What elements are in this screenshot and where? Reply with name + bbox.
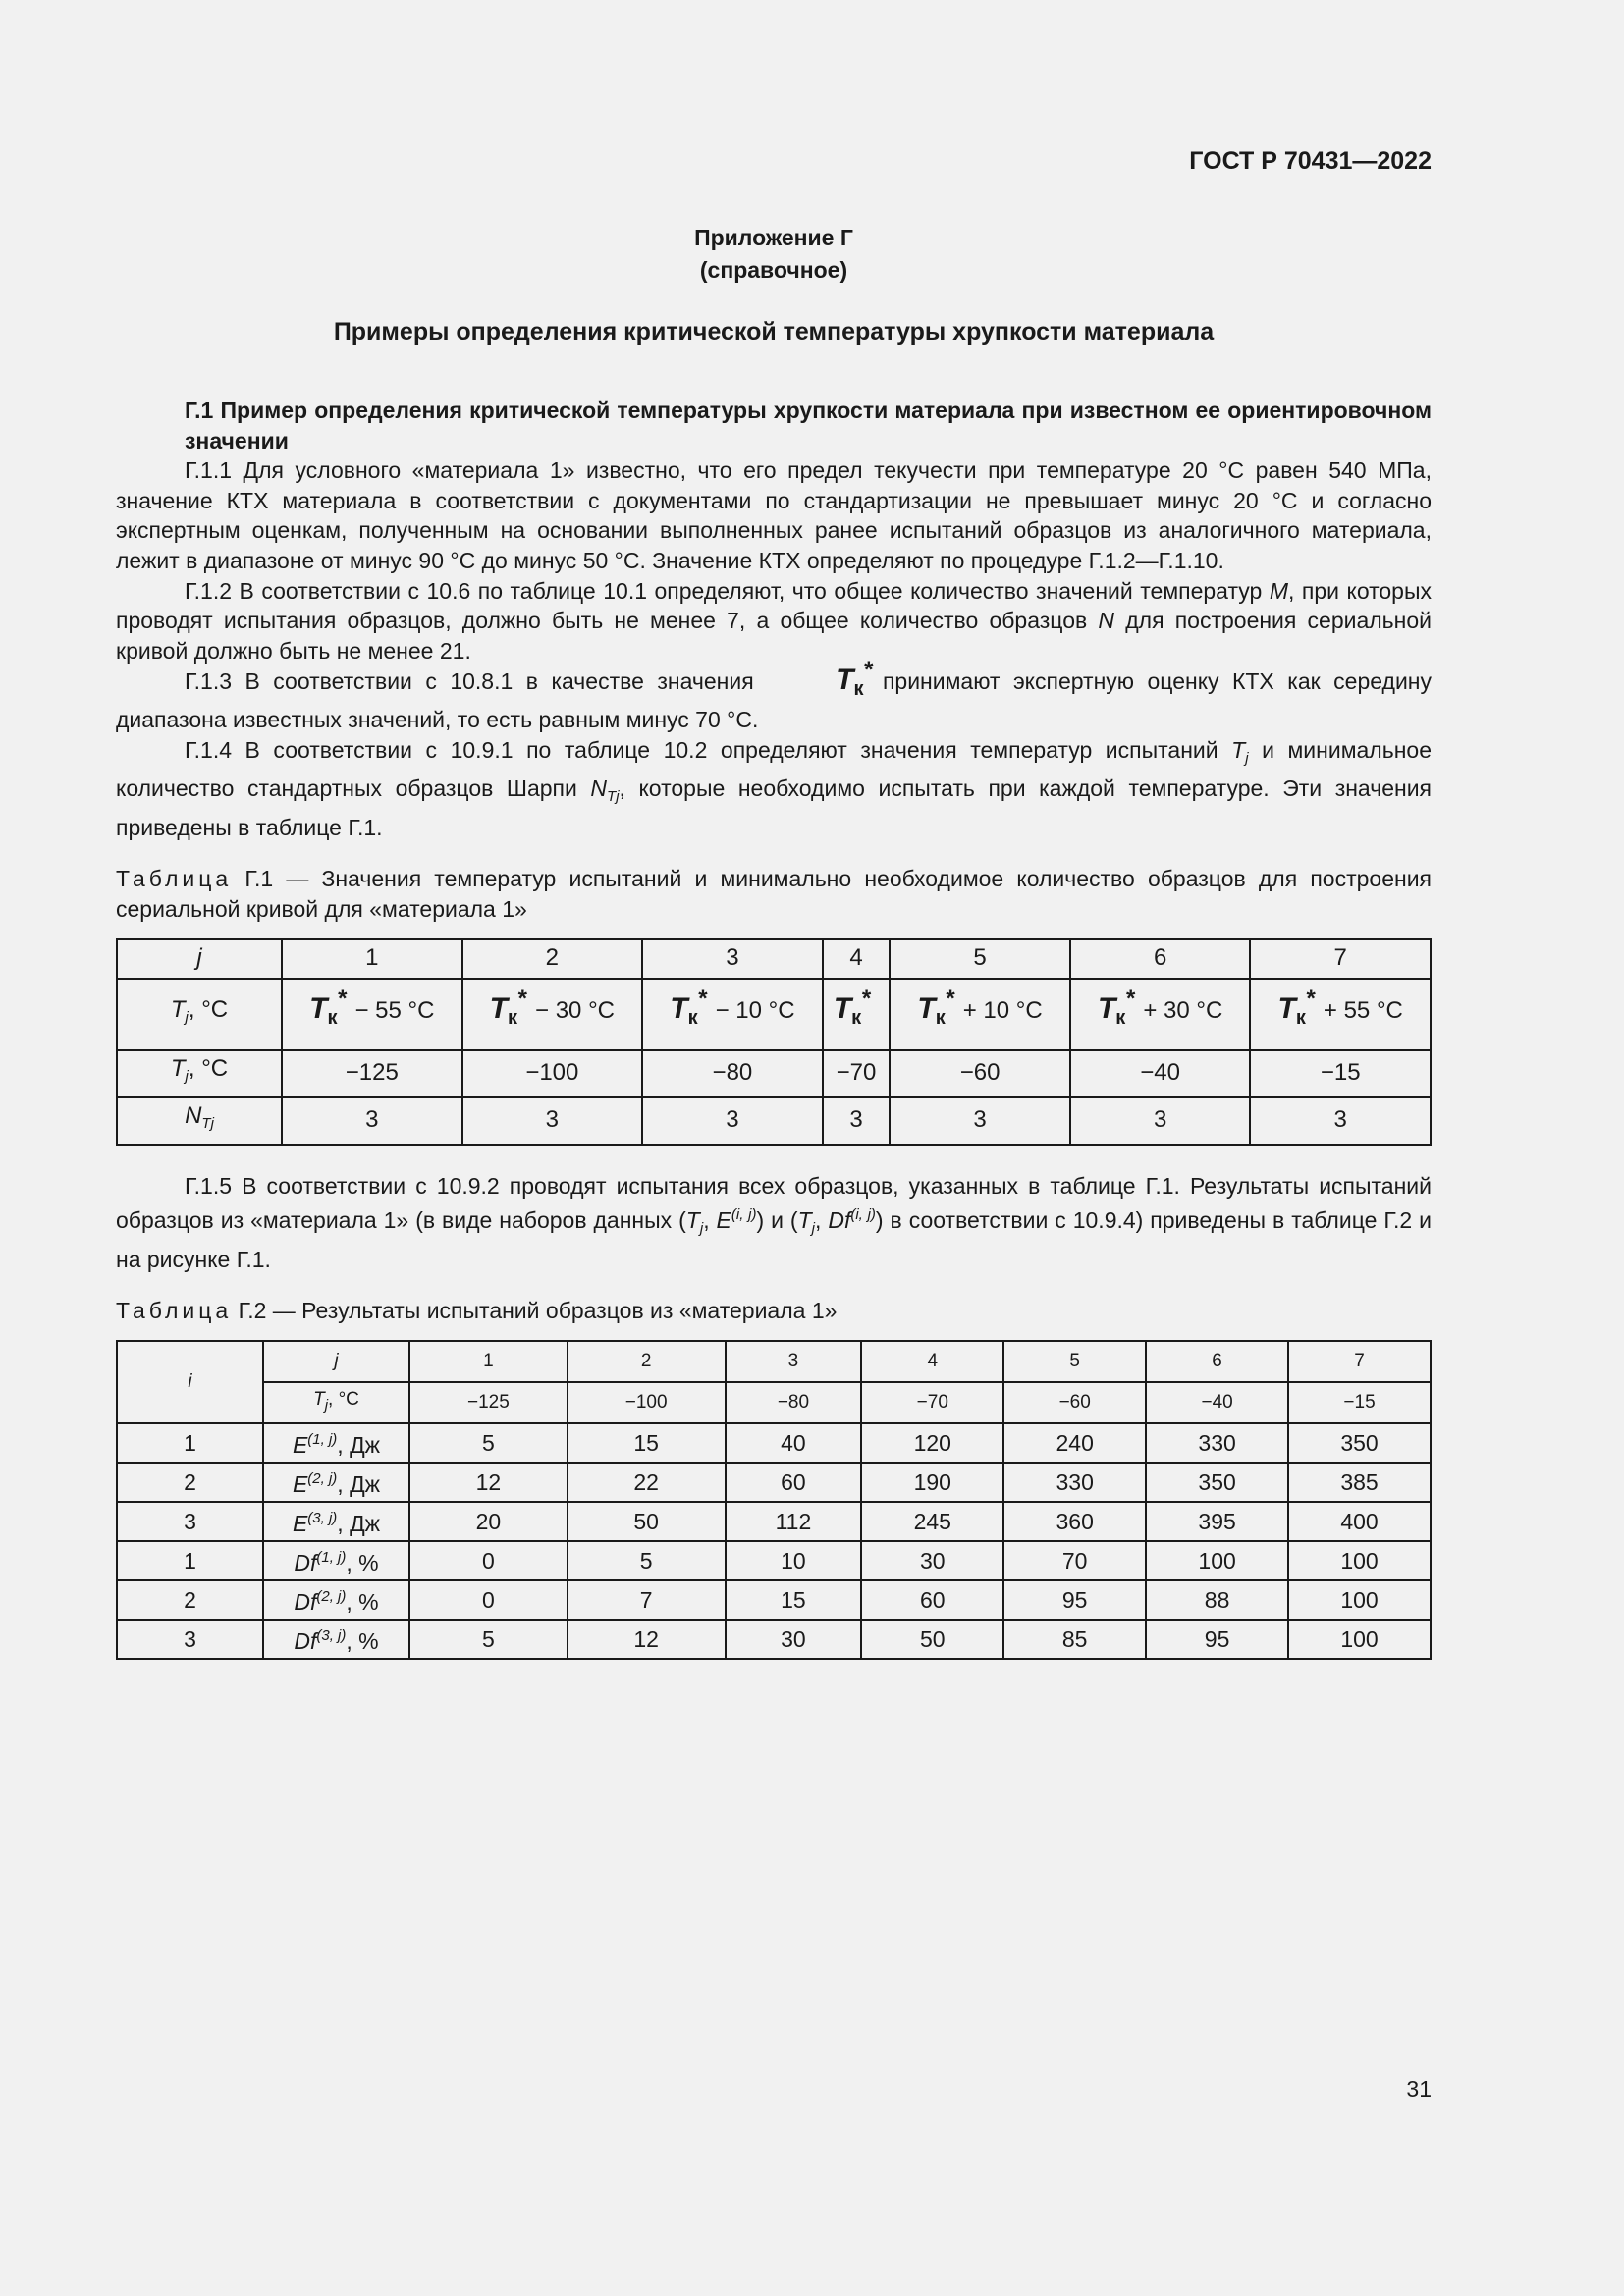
table-cell: 10 [726,1541,862,1580]
table-cell: 385 [1288,1463,1431,1502]
tk-star-symbol: $T_к$ * [1277,986,1316,1030]
table-cell: −15 [1288,1382,1431,1423]
table-cell: −125 [282,1050,462,1097]
table-cell: $T_к$ * − 30 °С [462,979,643,1050]
table-cell: −15 [1250,1050,1431,1097]
table-cell: 50 [861,1620,1003,1659]
table-cell: 22 [568,1463,726,1502]
table-2-caption: Таблица Г.2 — Результаты испытаний образцов из «материала 1» [116,1298,838,1324]
table-cell: 5 [409,1620,568,1659]
table-2 [116,1340,1432,1660]
table-1-caption: Таблица Г.1 — Значения температур испытаний и минимально необходимое количество образцов для построения сериальной кривой для «материала 1» [116,866,1432,922]
table-cell: j [263,1341,409,1382]
table-row [117,1541,1431,1580]
table-cell: −40 [1146,1382,1288,1423]
paragraph-g-1-1: Г.1.1 Для условного «материала 1» известно, что его предел текучести при температуре 20 °С равен 540 МПа, значение КТХ материала в соответствии с документами по стандартизации не превышает минус 20 °С и согласно экспертным оценкам, полученным на основании выполненных ранее испытаний образцов из аналогичного материала, лежит в диапазоне от минус 90 °С до минус 50 °С. Значение КТХ определяют по процедуре Г.1.2—Г.1.10. [116,457,1432,573]
table-cell: 0 [409,1580,568,1620]
table-cell: 85 [1003,1620,1146,1659]
table-cell: $N_{Tj}$ [117,1097,282,1145]
table-cell: $T_j$, °С [117,1050,282,1097]
table-cell: 1 [409,1341,568,1382]
tk-star-symbol: $T_к$ * [670,986,708,1030]
paragraph-g-1-3: Г.1.3 В соответствии с 10.8.1 в качестве значения $T_к$ * принимают экспертную оценку КТХ как середину диапазона известных значений, то есть равным минус 70 °С. [116,657,1432,732]
table-cell: 60 [861,1580,1003,1620]
table-cell: 2 [568,1341,726,1382]
table-cell: 0 [409,1541,568,1580]
table-cell: −60 [1003,1382,1146,1423]
paragraph-g-1-4: Г.1.4 В соответствии с 10.9.1 по таблице 10.2 определяют значения температур испытаний $T_j$ и минимальное количество стандартных образцов Шарпи $N_{Tj}$, которые необходимо испытать при каждой температуре. Эти значения приведены в таблице Г.1. [116,736,1432,840]
paragraph-g-1-5: Г.1.5 В соответствии с 10.9.2 проводят испытания всех образцов, указанных в таблице Г.1. Результаты испытаний образцов из «материала 1» (в виде наборов данных ($T_j$, E$^{(i, j)}$) и ($T_j$, Df$^{(i, j)}$) в соответствии с 10.9.4) приведены в таблице Г.2 и на рисунке Г.1. [116,1172,1433,1272]
table-cell: 5 [1003,1341,1146,1382]
tk-star-symbol: $T_к$ * [309,986,348,1030]
table-cell: 350 [1146,1463,1288,1502]
table-cell: 20 [409,1502,568,1541]
table-cell: 3 [1250,1097,1431,1145]
table-cell: 190 [861,1463,1003,1502]
table-cell: −40 [1070,1050,1251,1097]
table-cell: −70 [861,1382,1003,1423]
table-cell: 3 [642,1097,823,1145]
table-cell: 95 [1146,1620,1288,1659]
table-cell: $T_к$ * + 10 °С [890,979,1070,1050]
table-1 [116,938,1432,1146]
table-cell: $T_к$ * + 55 °С [1250,979,1431,1050]
table-cell: 3 [282,1097,462,1145]
table-cell: 3 [823,1097,891,1145]
table-cell: E$^{(1, j)}$, Дж [263,1423,409,1463]
table-cell: −70 [823,1050,891,1097]
table-cell: 395 [1146,1502,1288,1541]
section-title: Г.1 Пример определения критической температуры хрупкости материала при известном ее ориентировочном значении [185,398,1432,454]
table-cell: 3 [1070,1097,1251,1145]
annex-title: Примеры определения критической температуры хрупкости материала [333,318,1215,346]
table-cell: 330 [1003,1463,1146,1502]
table-cell: 100 [1288,1541,1431,1580]
table-row [117,1502,1431,1541]
table-cell: 100 [1146,1541,1288,1580]
table-cell: $T_j$, °С [263,1382,409,1423]
table-cell [823,979,891,1050]
table-cell: 1 [282,939,462,979]
table-cell: 7 [1288,1341,1431,1382]
table-cell: $T_к$ * − 55 °С [282,979,462,1050]
tk-star-symbol: $T_к$ * [833,986,872,1030]
table-cell: 1 [117,1541,263,1580]
annex-type: (справочное) [699,257,848,283]
table-cell: 3 [890,1097,1070,1145]
table-cell: 4 [823,939,891,979]
table-cell: 3 [462,1097,643,1145]
table-row [117,979,1431,1050]
table-cell: 5 [568,1541,726,1580]
table-cell: 3 [117,1620,263,1659]
table-cell: 112 [726,1502,862,1541]
table-cell: 6 [1146,1341,1288,1382]
table-cell: 3 [117,1502,263,1541]
tk-star-symbol: $T_к$ * [1097,986,1136,1030]
table-cell: 120 [861,1423,1003,1463]
table-cell: 15 [568,1423,726,1463]
table-cell: Df$^{(3, j)}$, % [263,1620,409,1659]
table-cell: 70 [1003,1541,1146,1580]
table-cell: 2 [462,939,643,979]
table-cell: −125 [409,1382,568,1423]
table-row [117,1423,1431,1463]
table-cell: 60 [726,1463,862,1502]
table-cell: 30 [861,1541,1003,1580]
table-row [117,1580,1431,1620]
table-cell: 3 [726,1341,862,1382]
table-cell: E$^{(3, j)}$, Дж [263,1502,409,1541]
table-cell: E$^{(2, j)}$, Дж [263,1463,409,1502]
table-cell: −80 [642,1050,823,1097]
tk-star-symbol: $T_к$ * [836,657,874,701]
table-cell: 6 [1070,939,1251,979]
table-cell: 12 [568,1620,726,1659]
table-cell: 2 [117,1463,263,1502]
table-row [117,1382,1431,1423]
table-cell: 12 [409,1463,568,1502]
annex-label: Приложение Г [694,225,853,250]
table-cell: $T_к$ * + 30 °С [1070,979,1251,1050]
table-row [117,1620,1431,1659]
document-page [116,0,1432,2296]
table-cell: −60 [890,1050,1070,1097]
table-cell: Df$^{(1, j)}$, % [263,1541,409,1580]
table-cell: $T_к$ * − 10 °С [642,979,823,1050]
table-cell: −80 [726,1382,862,1423]
tk-star-symbol: $T_к$ * [917,986,955,1030]
table-cell: 95 [1003,1580,1146,1620]
table-cell: 245 [861,1502,1003,1541]
table-cell: 240 [1003,1423,1146,1463]
table-cell: 100 [1288,1620,1431,1659]
document-body [116,396,1432,1660]
table-cell: 50 [568,1502,726,1541]
table-cell: 350 [1288,1423,1431,1463]
table-cell: −100 [568,1382,726,1423]
page-number: 31 [1406,2076,1432,2102]
table-cell: 400 [1288,1502,1431,1541]
table-cell: 40 [726,1423,862,1463]
table-cell: j [117,939,282,979]
table-cell: 15 [726,1580,862,1620]
table-cell: 100 [1288,1580,1431,1620]
tk-star-symbol: $T_к$ * [489,986,528,1030]
table-cell: 2 [117,1580,263,1620]
table-cell: 1 [117,1423,263,1463]
table-row [117,1341,1431,1382]
table-cell: 7 [568,1580,726,1620]
table-cell: 5 [409,1423,568,1463]
table-cell: −100 [462,1050,643,1097]
table-row [117,939,1431,979]
table-cell: $T_j$, °С [117,979,282,1050]
table-cell: 4 [861,1341,1003,1382]
table-cell: 360 [1003,1502,1146,1541]
table-cell: 30 [726,1620,862,1659]
table-cell: 88 [1146,1580,1288,1620]
table-cell: 5 [890,939,1070,979]
table-row [117,1050,1431,1097]
table-cell: 7 [1250,939,1431,979]
table-cell: Df$^{(2, j)}$, % [263,1580,409,1620]
table-cell: i [117,1341,263,1423]
paragraph-g-1-2: Г.1.2 В соответствии с 10.6 по таблице 10.1 определяют, что общее количество значений температур M, при которых проводят испытания образцов, должно быть не менее 7, а общее количество образцов N для построения сериальной кривой должно быть не менее 21. [116,577,1433,664]
table-row [117,1097,1431,1145]
table-cell: 3 [642,939,823,979]
table-cell: 330 [1146,1423,1288,1463]
standard-number: ГОСТ Р 70431—2022 [1189,147,1432,175]
table-row [117,1463,1431,1502]
